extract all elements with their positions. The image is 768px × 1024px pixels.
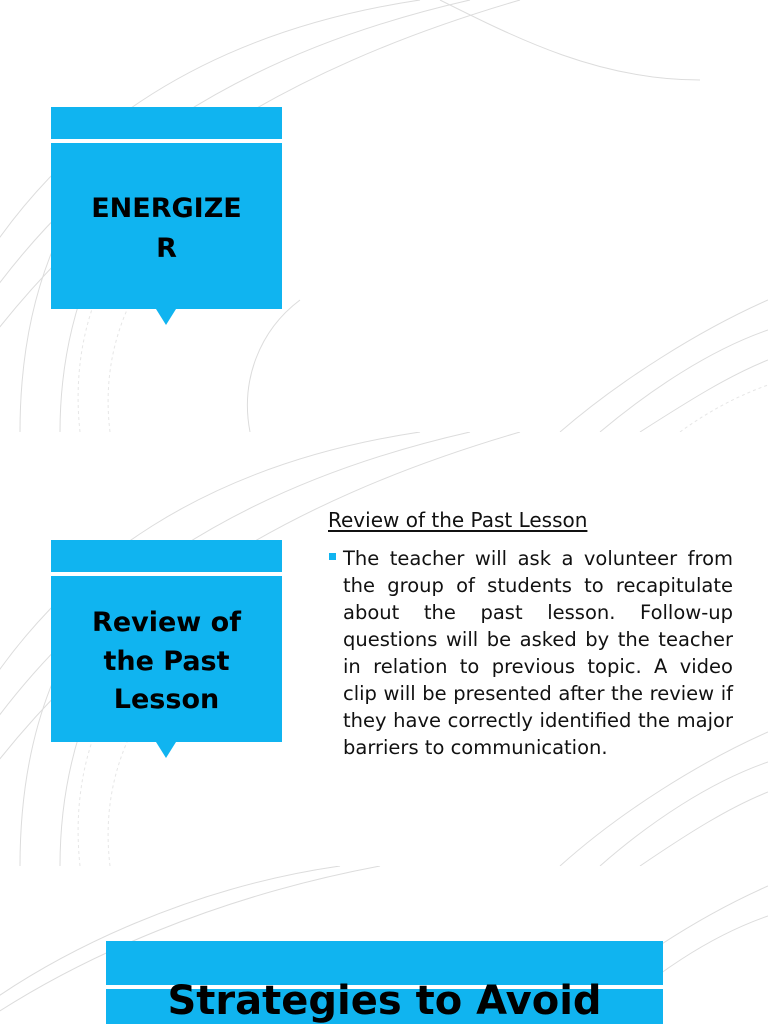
title-box-strip [51, 572, 282, 576]
title-box-pointer [156, 742, 176, 758]
review-heading: Review of the Past Lesson [328, 508, 588, 532]
slide-strategies [0, 866, 768, 1024]
review-bullet-text: The teacher will ask a volunteer from the group of students to recapitulate about the past lesson. Follow-up questions will be asked by the teacher in relation to previous topic. A video clip will be presented after the review if they have correctly identified the major barriers to communication. [343, 547, 733, 759]
energizer-title: ENERGIZE R [91, 193, 242, 264]
strategies-title: Strategies to Avoid [167, 978, 602, 1024]
title-box-strip [51, 139, 282, 143]
bullet-square-icon [329, 553, 336, 560]
review-title-box [51, 540, 282, 742]
review-title: Review of the Past Lesson [92, 607, 241, 715]
review-bullet [329, 545, 733, 761]
title-box-pointer [156, 309, 176, 325]
energizer-title-box [51, 107, 282, 309]
slide-energizer [0, 0, 768, 432]
slide-review [0, 432, 768, 866]
strategies-title-box [106, 941, 663, 1024]
